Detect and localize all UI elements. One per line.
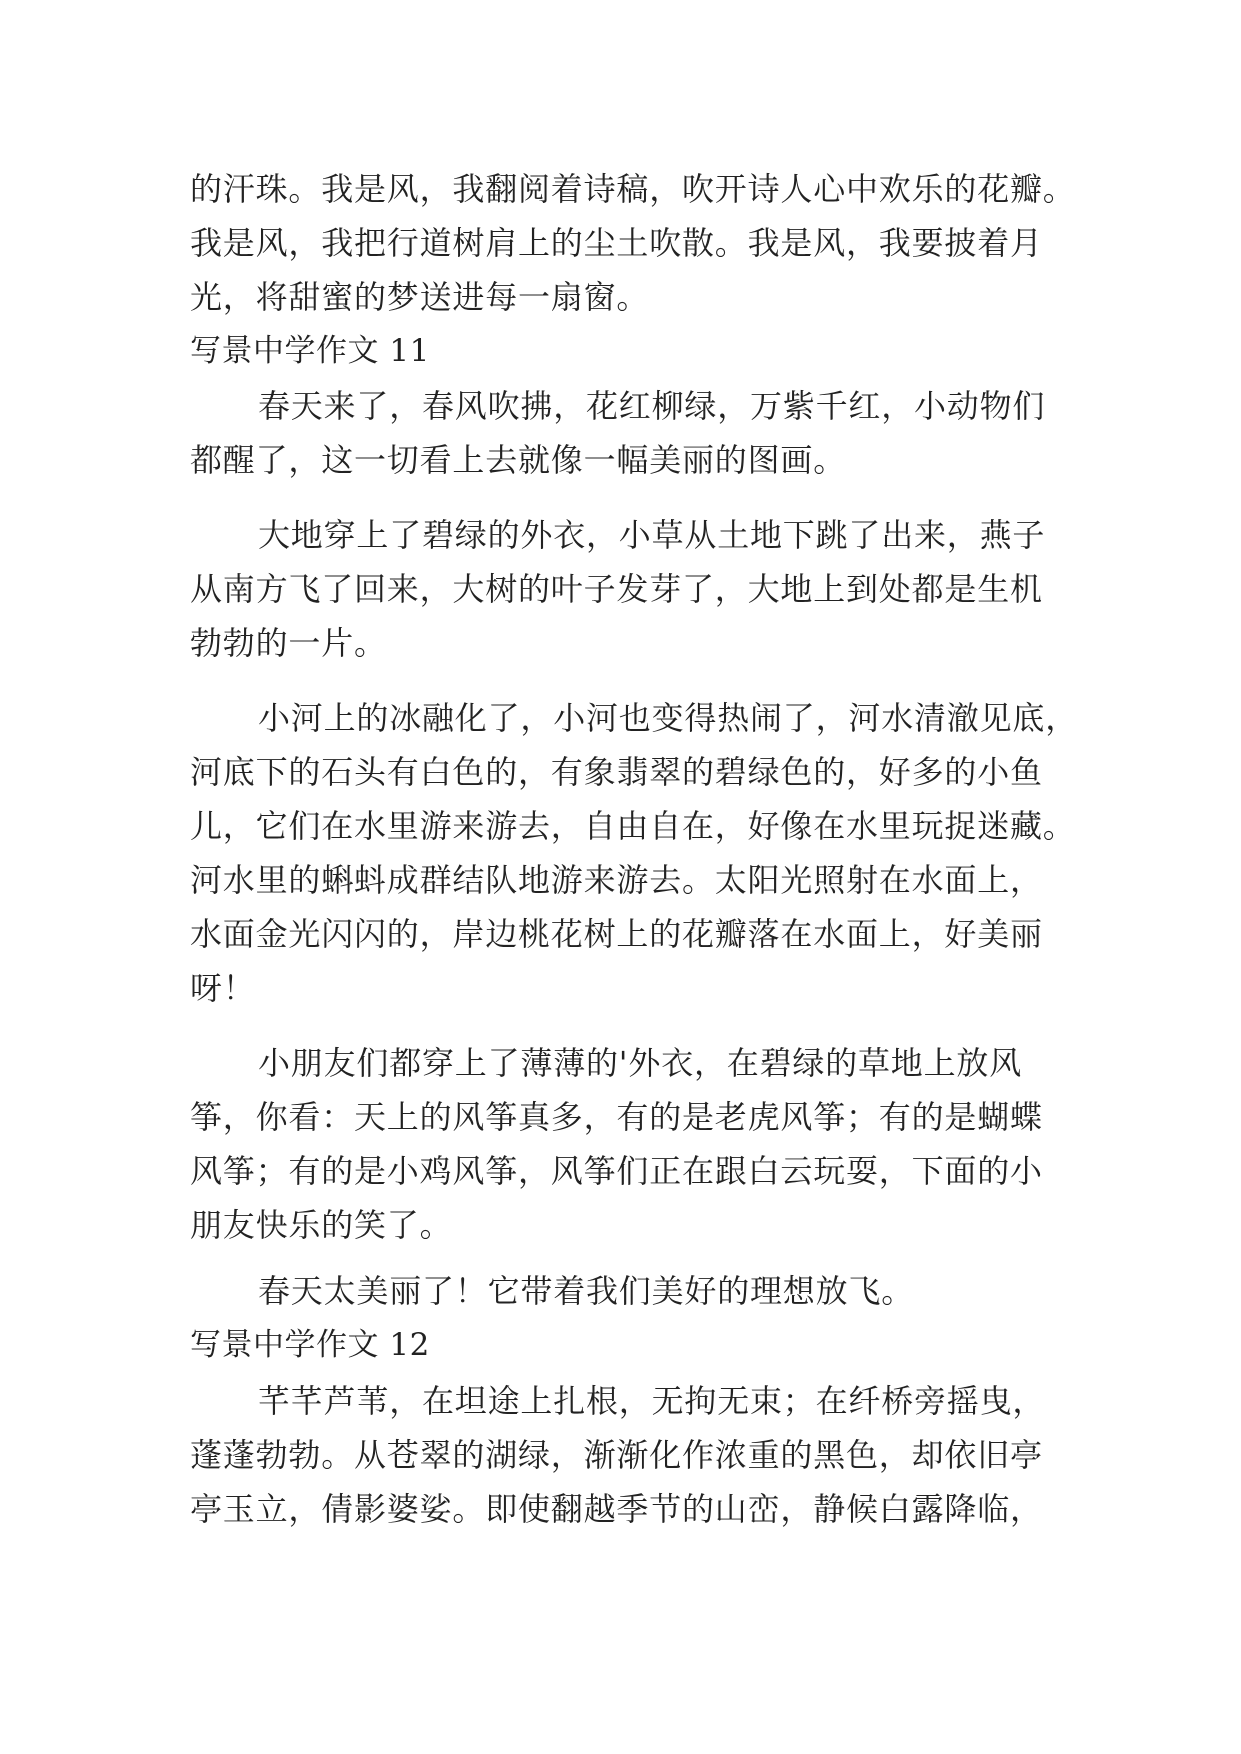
text-line: 的汗珠。我是风，我翻阅着诗稿，吹开诗人心中欢乐的花瓣。 [190, 170, 1076, 208]
text-line: 光，将甜蜜的梦送进每一扇窗。 [190, 278, 650, 316]
text-line: 风筝；有的是小鸡风筝，风筝们正在跟白云玩耍，下面的小 [190, 1152, 1043, 1190]
text-line: 亭玉立，倩影婆娑。即使翻越季节的山峦，静候白露降临， [190, 1490, 1043, 1528]
text-line: 蓬蓬勃勃。从苍翠的湖绿，渐渐化作浓重的黑色，却依旧亭 [190, 1436, 1043, 1474]
text-line: 勃勃的一片。 [190, 624, 387, 662]
paragraph-first-line: 小河上的冰融化了，小河也变得热闹了，河水清澈见底， [258, 699, 1079, 737]
text-line: 都醒了，这一切看上去就像一幅美丽的图画。 [190, 441, 847, 479]
paragraph-first-line: 小朋友们都穿上了薄薄的'外衣，在碧绿的草地上放风 [258, 1044, 1022, 1082]
paragraph-first-line: 大地穿上了碧绿的外衣，小草从土地下跳了出来，燕子 [258, 516, 1046, 554]
text-line: 儿，它们在水里游来游去，自由自在，好像在水里玩捉迷藏。 [190, 807, 1076, 845]
text-line: 我是风，我把行道树肩上的尘土吹散。我是风，我要披着月 [190, 224, 1043, 262]
paragraph-first-line: 春天太美丽了！它带着我们美好的理想放飞。 [258, 1272, 915, 1310]
text-line: 河底下的石头有白色的，有象翡翠的碧绿色的，好多的小鱼 [190, 753, 1043, 791]
text-line: 水面金光闪闪的，岸边桃花树上的花瓣落在水面上，好美丽 [190, 915, 1043, 953]
section-heading: 写景中学作文 11 [190, 333, 430, 369]
text-line: 朋友快乐的笑了。 [190, 1206, 453, 1244]
text-line: 筝，你看：天上的风筝真多，有的是老虎风筝；有的是蝴蝶 [190, 1098, 1043, 1136]
paragraph-first-line: 芊芊芦苇，在坦途上扎根，无拘无束；在纤桥旁摇曳， [258, 1382, 1046, 1420]
paragraph-first-line: 春天来了，春风吹拂，花红柳绿，万紫千红，小动物们 [258, 387, 1046, 425]
section-heading: 写景中学作文 12 [190, 1327, 430, 1363]
text-line: 从南方飞了回来，大树的叶子发芽了，大地上到处都是生机 [190, 570, 1043, 608]
text-line: 河水里的蝌蚪成群结队地游来游去。太阳光照射在水面上， [190, 861, 1043, 899]
text-line: 呀！ [190, 969, 256, 1007]
